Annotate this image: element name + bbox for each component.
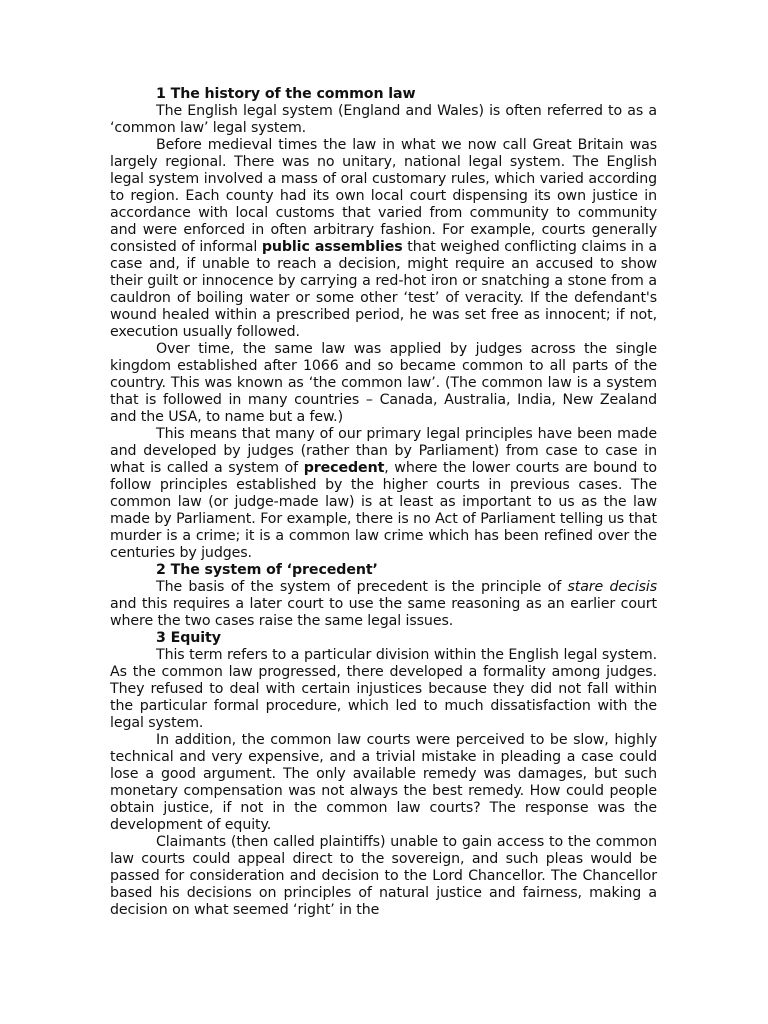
paragraph	[110, 834, 657, 919]
paragraph-text: The basis of the system of precedent is the principle of	[156, 579, 568, 595]
document-page	[110, 86, 657, 919]
paragraph-text: , where the lower courts are bound to follow principles established by the higher courts in previous cases. The common law (or judge-made law) is at least as important to us as the law made by Parliament. For example, there is no Act of Parliament telling us that murder is a crime; it is a common law crime which has been refined over the centuries by judges.	[110, 460, 657, 561]
section-heading: 3 Equity	[156, 630, 221, 646]
paragraph-text: In addition, the common law courts were perceived to be slow, highly technical and very expensive, and a trivial mistake in pleading a case could lose a good argument. The only available remedy was damages, but such monetary compensation was not always the best remedy. How could people obtain justice, if not in the common law courts? The response was the development of equity.	[110, 732, 657, 833]
paragraph	[110, 647, 657, 732]
italic-term: stare decisis	[567, 579, 658, 595]
paragraph-text: that weighed conflicting claims in a case and, if unable to reach a decision, might require an accused to show their guilt or innocence by carrying a red-hot iron or snatching a stone from a cauldron of boiling water or some other ‘test’ of veracity. If the defendant's wound healed within a prescribed period, he was set free as innocent; if not, execution usually followed.	[110, 239, 657, 340]
paragraph-text: and this requires a later court to use the same reasoning as an earlier court where the two cases raise the same legal issues.	[110, 596, 657, 629]
section-heading: 1 The history of the common law	[156, 86, 416, 102]
paragraph	[110, 103, 657, 137]
paragraph	[110, 341, 657, 426]
paragraph	[110, 426, 657, 562]
paragraph	[110, 137, 657, 341]
paragraph-text: The English legal system (England and Wales) is often referred to as a ‘common law’ legal system.	[110, 103, 657, 136]
paragraph	[110, 732, 657, 834]
section-heading: 2 The system of ‘precedent’	[156, 562, 378, 578]
paragraph-text: Claimants (then called plaintiffs) unable to gain access to the common law courts could appeal direct to the sovereign, and such pleas would be passed for consideration and decision to the Lord Chancellor. The Chancellor based his decisions on principles of natural justice and fairness, making a decision on what seemed ‘right’ in the	[110, 834, 657, 918]
paragraph-text: This means that many of our primary legal principles have been made and developed by judges (rather than by Parliament) from case to case in what is called a system of	[110, 426, 657, 476]
paragraph-text: This term refers to a particular division within the English legal system. As the common law progressed, there developed a formality among judges. They refused to deal with certain injustices because they did not fall within the particular formal procedure, which led to much dissatisfaction with the legal system.	[110, 647, 657, 731]
bold-term: precedent	[303, 460, 385, 476]
bold-term: public assemblies	[261, 239, 403, 255]
paragraph	[110, 579, 657, 630]
paragraph-text: Before medieval times the law in what we now call Great Britain was largely regional. There was no unitary, national legal system. The English legal system involved a mass of oral customary rules, which varied according to region. Each county had its own local court dispensing its own justice in accordance with local customs that varied from community to community and were enforced in often arbitrary fashion. For example, courts generally consisted of informal	[110, 137, 657, 255]
paragraph-text: Over time, the same law was applied by judges across the single kingdom established after 1066 and so became common to all parts of the country. This was known as ‘the common law’. (The common law is a system that is followed in many countries – Canada, Australia, India, New Zealand and the USA, to name but a few.)	[110, 341, 657, 425]
